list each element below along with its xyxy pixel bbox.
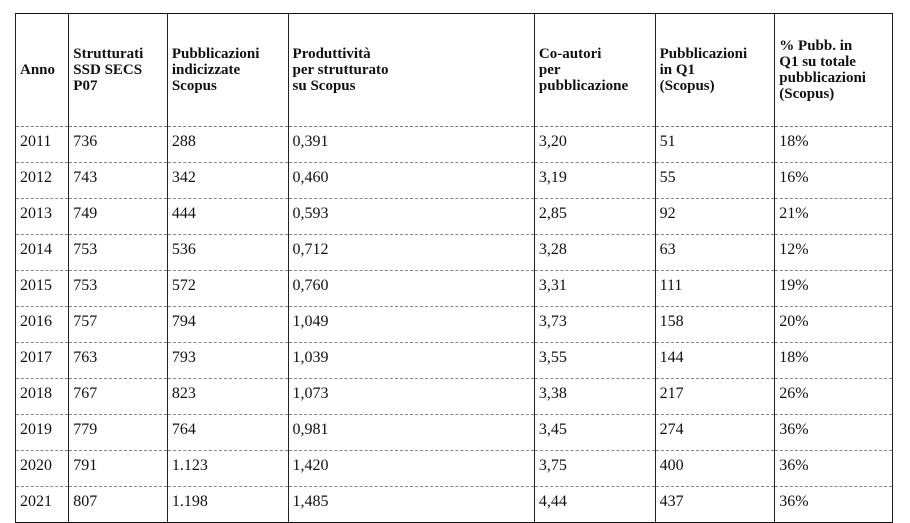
- cell-produttivita: 1,485: [288, 487, 534, 523]
- cell-q1: 400: [655, 451, 775, 487]
- header-strutturati-line-3: P07: [73, 78, 98, 94]
- cell-coautori: 3,75: [534, 451, 655, 487]
- header-percent-q1-line-2: Q1 su totale: [779, 54, 856, 70]
- cell-coautori: 3,45: [534, 415, 655, 451]
- cell-produttivita: 0,593: [288, 199, 534, 235]
- header-strutturati-line-2: SSD SECS: [73, 62, 143, 78]
- header-produttivita-line-3: su Scopus: [292, 78, 356, 94]
- cell-strutturati: 757: [69, 307, 168, 343]
- cell-q1: 217: [655, 379, 775, 415]
- table-header: [16, 14, 893, 127]
- cell-percent-q1: 36%: [775, 487, 893, 523]
- table-row: [16, 487, 893, 523]
- publications-table: [15, 13, 893, 523]
- cell-percent-q1: 12%: [775, 235, 893, 271]
- table-row: [16, 343, 893, 379]
- cell-percent-q1: 21%: [775, 199, 893, 235]
- cell-pubblicazioni: 342: [167, 163, 288, 199]
- cell-q1: 63: [655, 235, 775, 271]
- header-coautori-line-2: per: [538, 62, 561, 78]
- cell-coautori: 3,38: [534, 379, 655, 415]
- cell-percent-q1: 19%: [775, 271, 893, 307]
- cell-coautori: 4,44: [534, 487, 655, 523]
- header-produttivita-line-1: Produttività: [292, 46, 371, 62]
- cell-strutturati: 749: [69, 199, 168, 235]
- header-coautori: [534, 14, 655, 127]
- cell-strutturati: 743: [69, 163, 168, 199]
- header-anno: [16, 14, 69, 127]
- cell-anno: 2015: [16, 271, 69, 307]
- cell-produttivita: 0,391: [288, 127, 534, 163]
- cell-strutturati: 753: [69, 271, 168, 307]
- header-pubblicazioni: [167, 14, 288, 127]
- cell-coautori: 3,73: [534, 307, 655, 343]
- cell-produttivita: 1,039: [288, 343, 534, 379]
- cell-q1: 92: [655, 199, 775, 235]
- table-row: [16, 199, 893, 235]
- cell-strutturati: 779: [69, 415, 168, 451]
- header-percent-q1-line-4: (Scopus): [779, 86, 835, 102]
- header-q1-line-3: (Scopus): [659, 78, 715, 94]
- cell-coautori: 2,85: [534, 199, 655, 235]
- cell-pubblicazioni: 1.198: [167, 487, 288, 523]
- cell-pubblicazioni: 1.123: [167, 451, 288, 487]
- cell-pubblicazioni: 794: [167, 307, 288, 343]
- cell-anno: 2014: [16, 235, 69, 271]
- cell-q1: 144: [655, 343, 775, 379]
- cell-percent-q1: 36%: [775, 451, 893, 487]
- cell-pubblicazioni: 288: [167, 127, 288, 163]
- cell-produttivita: 1,420: [288, 451, 534, 487]
- cell-produttivita: 0,460: [288, 163, 534, 199]
- table-row: [16, 163, 893, 199]
- table-row: [16, 451, 893, 487]
- cell-anno: 2016: [16, 307, 69, 343]
- cell-q1: 111: [655, 271, 775, 307]
- cell-coautori: 3,55: [534, 343, 655, 379]
- cell-coautori: 3,31: [534, 271, 655, 307]
- cell-strutturati: 736: [69, 127, 168, 163]
- cell-percent-q1: 16%: [775, 163, 893, 199]
- cell-q1: 437: [655, 487, 775, 523]
- cell-percent-q1: 36%: [775, 415, 893, 451]
- cell-anno: 2020: [16, 451, 69, 487]
- cell-anno: 2012: [16, 163, 69, 199]
- cell-anno: 2021: [16, 487, 69, 523]
- cell-produttivita: 1,049: [288, 307, 534, 343]
- cell-pubblicazioni: 572: [167, 271, 288, 307]
- header-strutturati: [69, 14, 168, 127]
- cell-pubblicazioni: 444: [167, 199, 288, 235]
- cell-percent-q1: 26%: [775, 379, 893, 415]
- cell-percent-q1: 20%: [775, 307, 893, 343]
- header-pubblicazioni-line-1: Pubblicazioni: [171, 46, 260, 62]
- cell-q1: 51: [655, 127, 775, 163]
- header-q1-line-1: Pubblicazioni: [659, 46, 748, 62]
- header-percent-q1-line-1: % Pubb. in: [779, 38, 853, 54]
- cell-anno: 2013: [16, 199, 69, 235]
- cell-q1: 274: [655, 415, 775, 451]
- cell-anno: 2019: [16, 415, 69, 451]
- header-q1-line-2: in Q1: [659, 62, 696, 78]
- cell-produttivita: 0,760: [288, 271, 534, 307]
- cell-q1: 158: [655, 307, 775, 343]
- cell-pubblicazioni: 764: [167, 415, 288, 451]
- cell-produttivita: 0,981: [288, 415, 534, 451]
- cell-anno: 2018: [16, 379, 69, 415]
- cell-strutturati: 767: [69, 379, 168, 415]
- header-percent-q1-line-3: pubblicazioni: [779, 70, 866, 86]
- table-row: [16, 415, 893, 451]
- table-row: [16, 307, 893, 343]
- table-row: [16, 379, 893, 415]
- cell-coautori: 3,28: [534, 235, 655, 271]
- cell-pubblicazioni: 793: [167, 343, 288, 379]
- header-produttivita: [288, 14, 534, 127]
- cell-pubblicazioni: 536: [167, 235, 288, 271]
- header-anno-text: Anno: [20, 62, 56, 78]
- cell-percent-q1: 18%: [775, 127, 893, 163]
- header-q1: [655, 14, 775, 127]
- cell-strutturati: 763: [69, 343, 168, 379]
- cell-strutturati: 807: [69, 487, 168, 523]
- header-pubblicazioni-line-3: Scopus: [171, 78, 217, 94]
- header-percent-q1: [775, 14, 893, 127]
- cell-strutturati: 791: [69, 451, 168, 487]
- cell-produttivita: 0,712: [288, 235, 534, 271]
- header-row: [16, 14, 893, 127]
- table-row: [16, 127, 893, 163]
- table-body: [16, 127, 893, 523]
- cell-produttivita: 1,073: [288, 379, 534, 415]
- header-strutturati-line-1: Strutturati: [73, 46, 144, 62]
- table-row: [16, 271, 893, 307]
- cell-anno: 2017: [16, 343, 69, 379]
- cell-pubblicazioni: 823: [167, 379, 288, 415]
- header-pubblicazioni-line-2: indicizzate: [171, 62, 241, 78]
- cell-strutturati: 753: [69, 235, 168, 271]
- cell-coautori: 3,19: [534, 163, 655, 199]
- header-produttivita-line-2: per strutturato: [292, 62, 389, 78]
- header-coautori-line-3: pubblicazione: [538, 78, 629, 94]
- cell-percent-q1: 18%: [775, 343, 893, 379]
- header-coautori-line-1: Co-autori: [538, 46, 602, 62]
- table-row: [16, 235, 893, 271]
- cell-anno: 2011: [16, 127, 69, 163]
- cell-q1: 55: [655, 163, 775, 199]
- cell-coautori: 3,20: [534, 127, 655, 163]
